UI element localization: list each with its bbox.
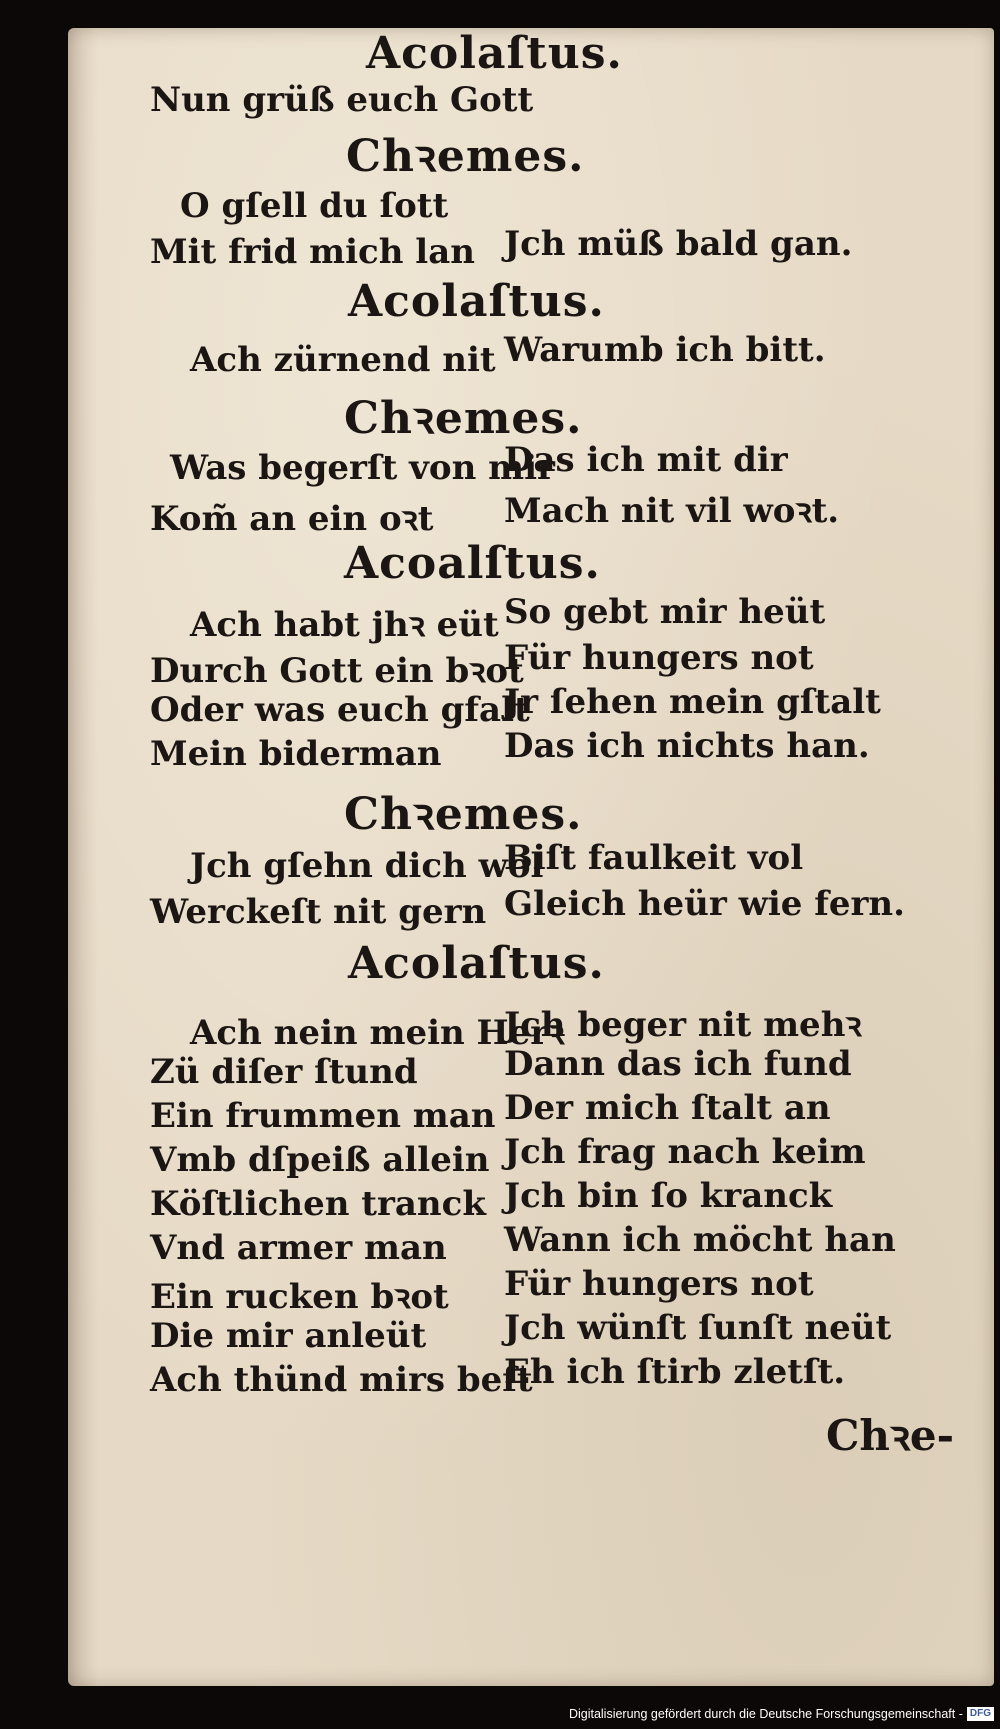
verse-line: Die mir anleüt [150, 1316, 427, 1356]
verse-line: Warumb ich bitt. [504, 330, 826, 370]
verse-line: Jch bin ſo kranck [504, 1176, 833, 1216]
verse-line: Mein biderman [150, 734, 442, 774]
verse-line: Vnd armer man [150, 1228, 447, 1268]
book-page [68, 28, 994, 1686]
verse-line: Für hungers not [504, 1264, 814, 1304]
verse-line: Köſtlichen tranck [150, 1184, 486, 1224]
verse-line: Mit frid mich lan [150, 232, 475, 272]
verse-line: O gſell du ſott [180, 186, 449, 226]
catchword: Chꝛe- [826, 1411, 955, 1460]
verse-line: Vmb dſpeiß allein [150, 1140, 490, 1180]
verse-line: Biſt faulkeit vol [504, 838, 804, 878]
verse-line: Das ich nichts han. [504, 726, 870, 766]
verse-line: Jch müß bald gan. [504, 224, 853, 264]
verse-line: Jch wünſt ſunſt neüt [504, 1308, 892, 1348]
verse-line: Mach nit vil woꝛt. [504, 491, 840, 531]
verse-line: Wann ich möcht han [504, 1220, 896, 1260]
verse-line: Was begerſt von mir [170, 448, 555, 488]
verse-line: Jch gſehn dich wol [190, 846, 544, 886]
verse-line: Ach nein mein Herꝛ [190, 1013, 565, 1053]
verse-line: Das ich mit dir [504, 440, 788, 480]
verse-line: Ach zürnend nit [190, 340, 496, 380]
speaker-heading: Chꝛemes. [344, 393, 583, 444]
verse-line: Dann das ich fund [504, 1044, 852, 1084]
verse-line: Ein rucken bꝛot [150, 1277, 449, 1317]
speaker-heading: Chꝛemes. [346, 131, 585, 182]
verse-line: Ach habt jhꝛ eüt [190, 605, 499, 645]
digitization-credit [569, 1701, 994, 1727]
speaker-heading: Acolaſtus. [348, 276, 605, 327]
speaker-heading: Acolaſtus. [348, 938, 605, 989]
verse-line: Zü diſer ſtund [150, 1052, 418, 1092]
verse-line: Nun grüß euch Gott [150, 80, 534, 120]
verse-line: Kom̃ an ein oꝛt [150, 499, 434, 539]
dfg-logo: DFG [967, 1707, 994, 1721]
verse-line: Werckeſt nit gern [150, 892, 487, 932]
verse-line: Der mich ſtalt an [504, 1088, 831, 1128]
speaker-heading: Acoalſtus. [344, 538, 601, 589]
verse-line: Eh ich ſtirb zletſt. [504, 1352, 846, 1392]
verse-line: Durch Gott ein bꝛot [150, 651, 524, 691]
credit-text: Digitalisierung gefördert durch die Deutsche Forschungsgemeinschaft - [568, 1707, 963, 1721]
verse-line: Ach thünd mirs beſt [150, 1360, 533, 1400]
verse-line: Ein frummen man [150, 1096, 496, 1136]
verse-line: Jch frag nach keim [504, 1132, 866, 1172]
verse-line: Jr ſehen mein gſtalt [504, 682, 881, 722]
verse-line: Gleich heür wie fern. [504, 884, 905, 924]
verse-line: Für hungers not [504, 638, 814, 678]
speaker-heading: Acolaſtus. [366, 28, 623, 79]
speaker-heading: Chꝛemes. [344, 789, 583, 840]
verse-line: So gebt mir heüt [504, 592, 826, 632]
verse-line: Oder was euch gfalt [150, 690, 530, 730]
verse-line: Jch beger nit mehꝛ [504, 1005, 862, 1045]
